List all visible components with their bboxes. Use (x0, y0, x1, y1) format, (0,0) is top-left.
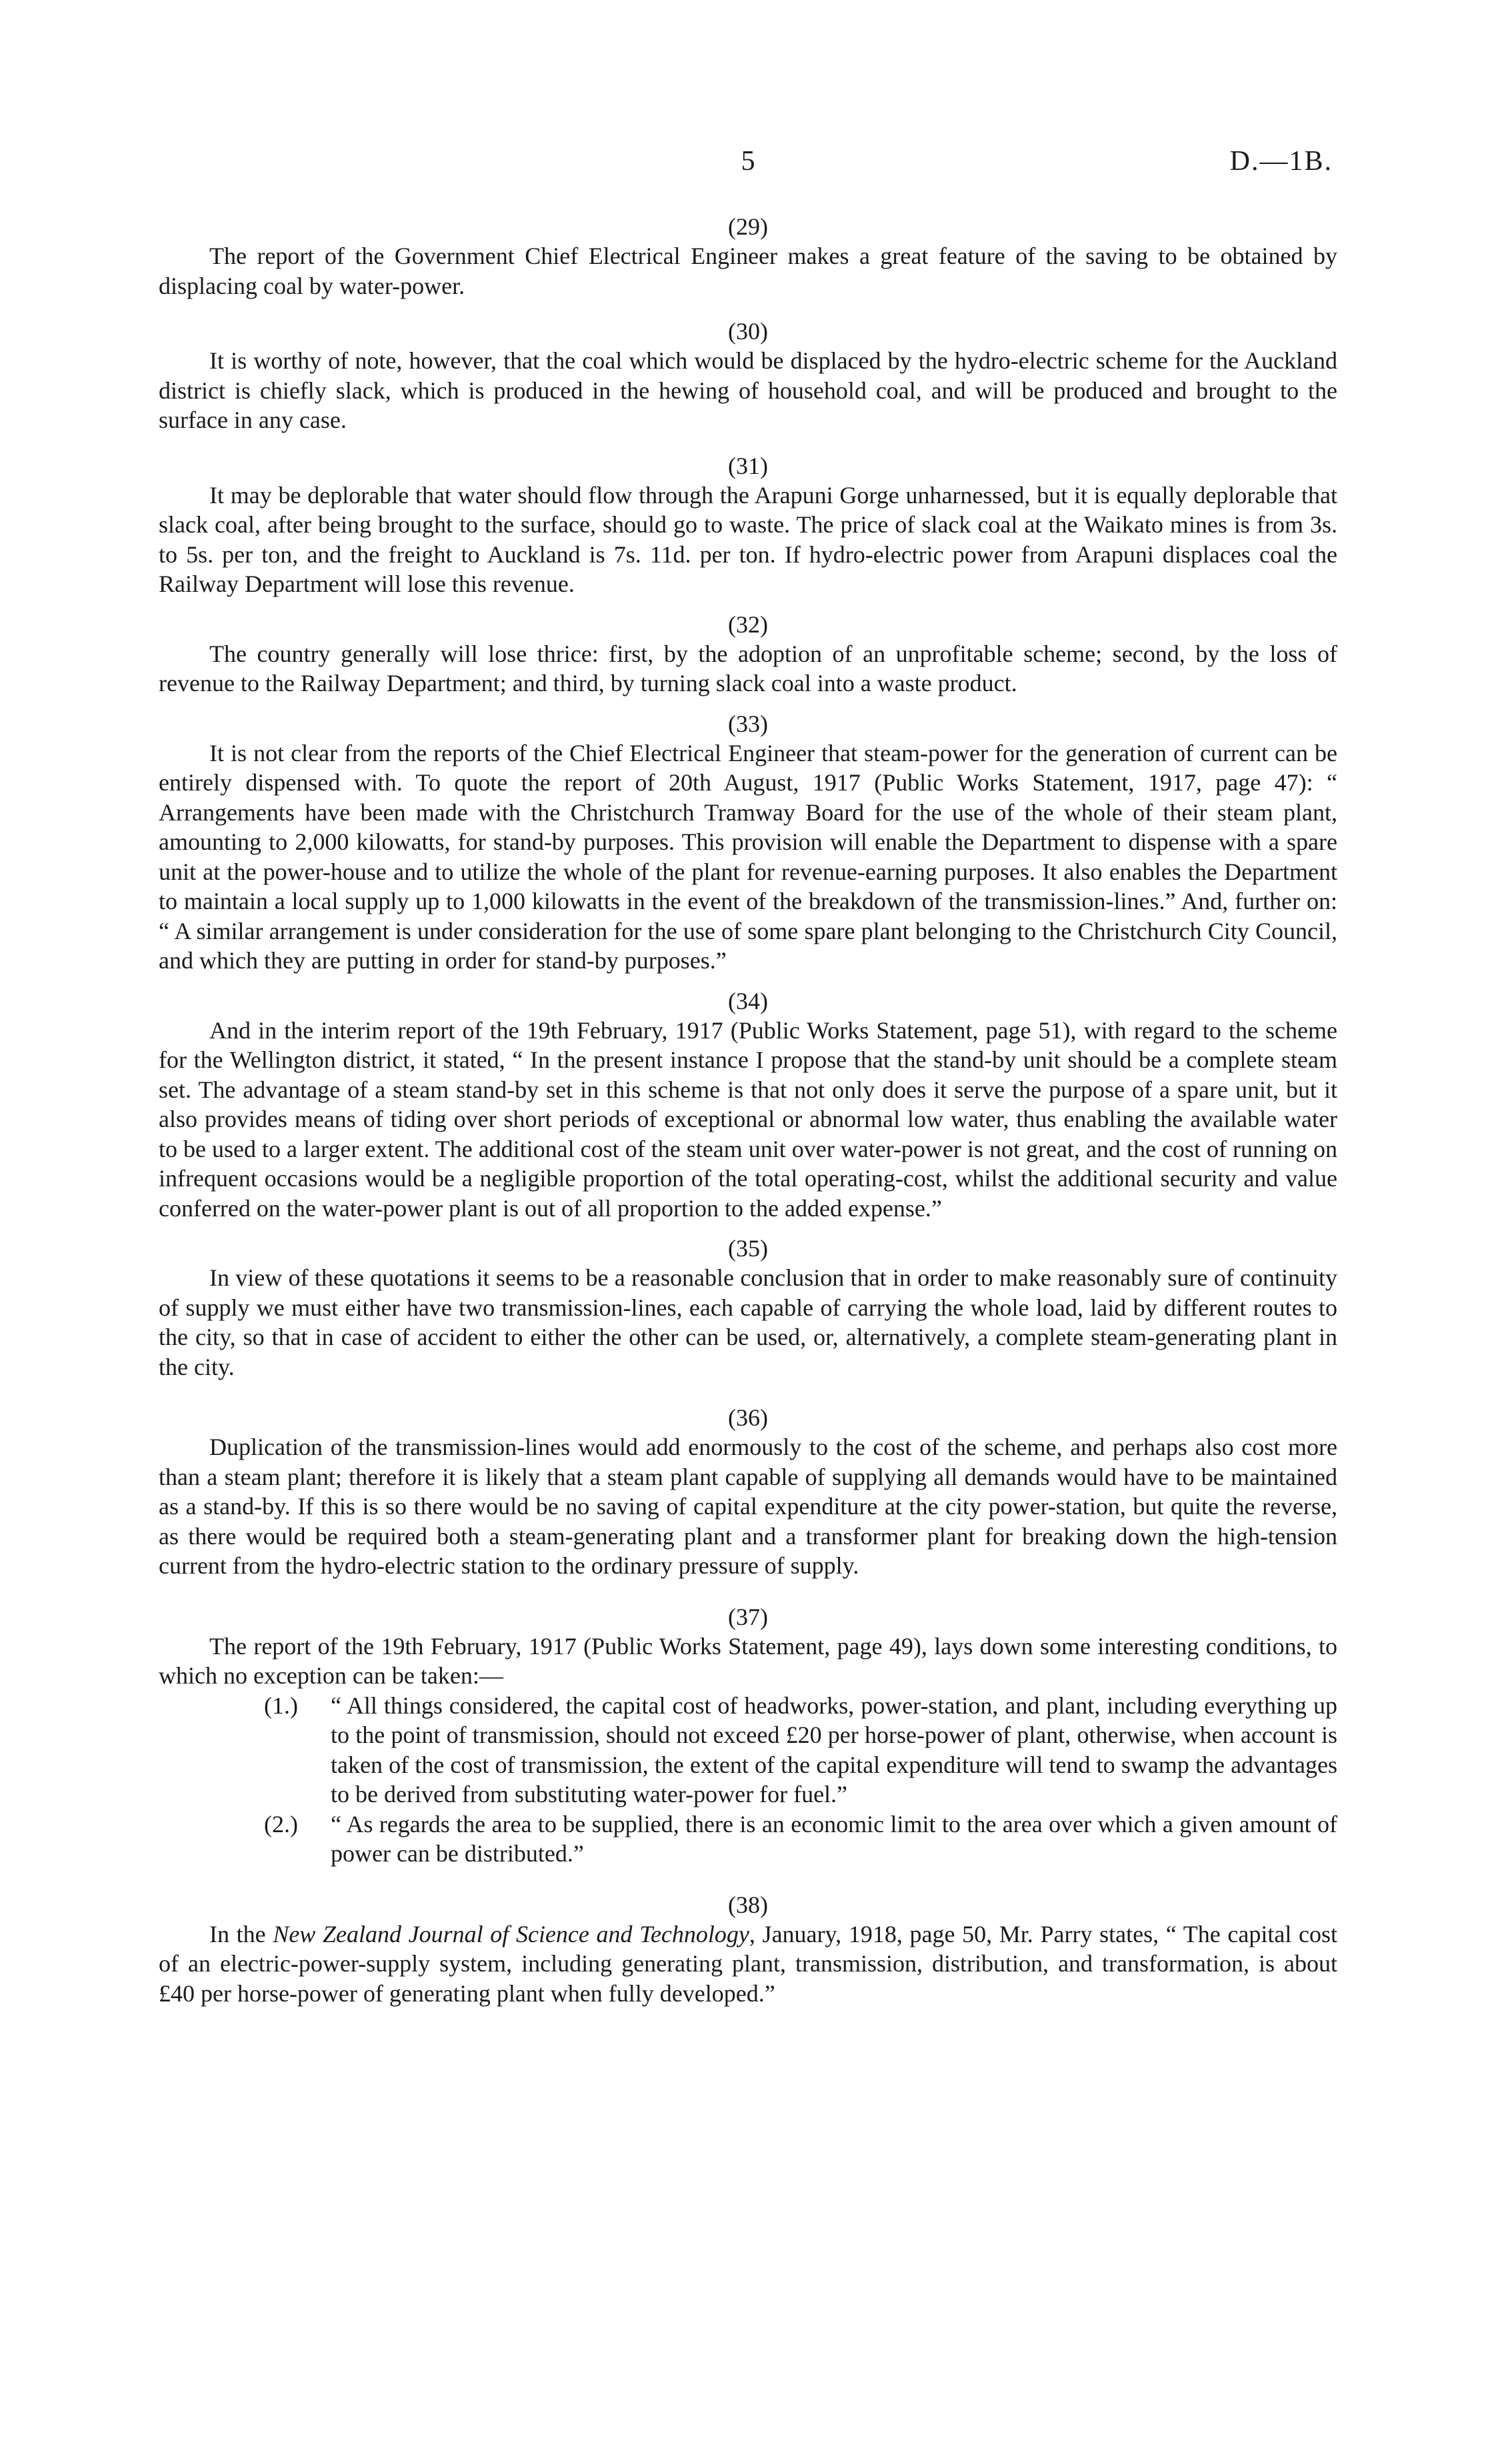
document-body (159, 212, 1337, 2008)
paragraph: It may be deplorable that water should flow through the Arapuni Gorge unharnessed, but it is equally deplorable that slack coal, after being brought to the surface, should go to waste. The price of slack coal at the Waikato mines is from 3s. to 5s. per ton, and the freight to Auckland is 7s. 11d. per ton. If hydro-electric power from Arapuni displaces coal the Railway Department will lose this revenue. (159, 481, 1337, 597)
paragraph: Duplication of the transmission-lines would add enormously to the cost of the scheme, and perhaps also cost more than a steam plant; therefore it is likely that a steam plant capable of supplying all demands would have to be maintained as a stand-by. If this is so there would be no saving of capital expenditure at the city power-station, but quite the reverse, as there would be required both a steam-generating plant and a transformer plant for breaking down the high-tension current from the hydro-electric station to the ordinary pressure of supply. (159, 1434, 1337, 1579)
paragraph: The report of the Government Chief Electrical Engineer makes a great feature of the saving to be obtained by displacing coal by water-power. (159, 243, 1337, 299)
paragraph: The report of the 19th February, 1917 (Public Works Statement, page 49), lays down some interesting conditions, to which no exception can be taken:— (159, 1632, 1337, 1689)
page-number: 5 (741, 146, 755, 177)
paragraph-text: In the (209, 1920, 273, 1947)
section-number: (30) (728, 318, 768, 345)
list-item (264, 1810, 1337, 1869)
section-number: (36) (728, 1404, 768, 1431)
journal-title: New Zealand Journal of Science and Technology (273, 1920, 749, 1947)
section-number: (35) (728, 1235, 768, 1262)
list-marker: (2.) (264, 1810, 298, 1838)
paragraph: The country generally will lose thrice: first, by the adoption of an unprofitable scheme; second, by the loss of revenue to the Railway Department; and third, by turning slack coal into a waste product. (159, 640, 1337, 696)
list-text: “ All things considered, the capital cost of headworks, power-station, and plant, including everything up to the point of transmission, should not exceed £20 per horse-power of plant, otherwise, when account is taken of the cost of transmission, the extent of the capital expenditure will tend to swamp the advantages to be derived from substituting water-power for fuel.” (331, 1692, 1337, 1808)
list-text: “ As regards the area to be supplied, there is an economic limit to the area over which a given amount of power can be distributed.” (331, 1810, 1337, 1867)
document-reference: D.—1B. (1229, 146, 1333, 177)
section-number: (29) (728, 213, 768, 240)
paragraph: It is worthy of note, however, that the coal which would be displaced by the hydro-electric scheme for the Auckland district is chiefly slack, which is produced in the hewing of household coal, and will be produced and brought to the surface in any case. (159, 347, 1337, 433)
list-item (264, 1691, 1337, 1810)
paragraph: It is not clear from the reports of the Chief Electrical Engineer that steam-power for the generation of current can be entirely dispensed with. To quote the report of 20th August, 1917 (Public Works Statement, 1917, page 47): “ Arrangements have been made with the Christchurch Tramway Board for the use of the whole of their steam plant, amounting to 2,000 kilowatts, for stand-by purposes. This provision will enable the Department to dispense with a spare unit at the power-house and to utilize the whole of the plant for revenue-earning purposes. It also enables the Department to maintain a local supply up to 1,000 kilowatts in the event of the breakdown of the transmission-lines.” And, further on: “ A similar arrangement is under consideration for the use of some spare plant belonging to the Christchurch City Council, and which they are putting in order for stand-by purposes.” (159, 739, 1337, 974)
paragraph: In view of these quotations it seems to be a reasonable conclusion that in order to make reasonably sure of continuity of supply we must either have two transmission-lines, each capable of carrying the whole load, laid by different routes to the city, so that in case of accident to either the other can be used, or, alternatively, a complete steam-generating plant in the city. (159, 1264, 1337, 1380)
paragraph-text: , January, 1918, page 50, Mr. Parry states, “ The capital cost of an electric-power-supply system, including generating plant, transmission, distribution, and transformation, is about £40 per horse-power of generating plant when fully developed.” (159, 1920, 1337, 2007)
section-number: (31) (728, 452, 768, 479)
section-number: (37) (728, 1603, 768, 1630)
section-number: (32) (728, 611, 768, 638)
page-header (163, 145, 1333, 185)
list-marker: (1.) (264, 1692, 298, 1719)
section-number: (34) (728, 987, 768, 1014)
section-number: (33) (728, 710, 768, 737)
paragraph (159, 1919, 1337, 2009)
paragraph: And in the interim report of the 19th February, 1917 (Public Works Statement, page 51), with regard to the scheme for the Wellington district, it stated, “ In the present instance I propose that the stand-by unit should be a complete steam set. The advantage of a steam stand-by set in this scheme is that not only does it serve the purpose of a spare unit, but it also provides means of tiding over short periods of exceptional or abnormal low water, thus enabling the available water to be used to a larger extent. The additional cost of the steam unit over water-power is not great, and the cost of running on infrequent occasions would be a negligible proportion of the total operating-cost, whilst the additional security and value conferred on the water-power plant is out of all proportion to the added expense.” (159, 1016, 1337, 1222)
section-number: (38) (728, 1891, 768, 1918)
